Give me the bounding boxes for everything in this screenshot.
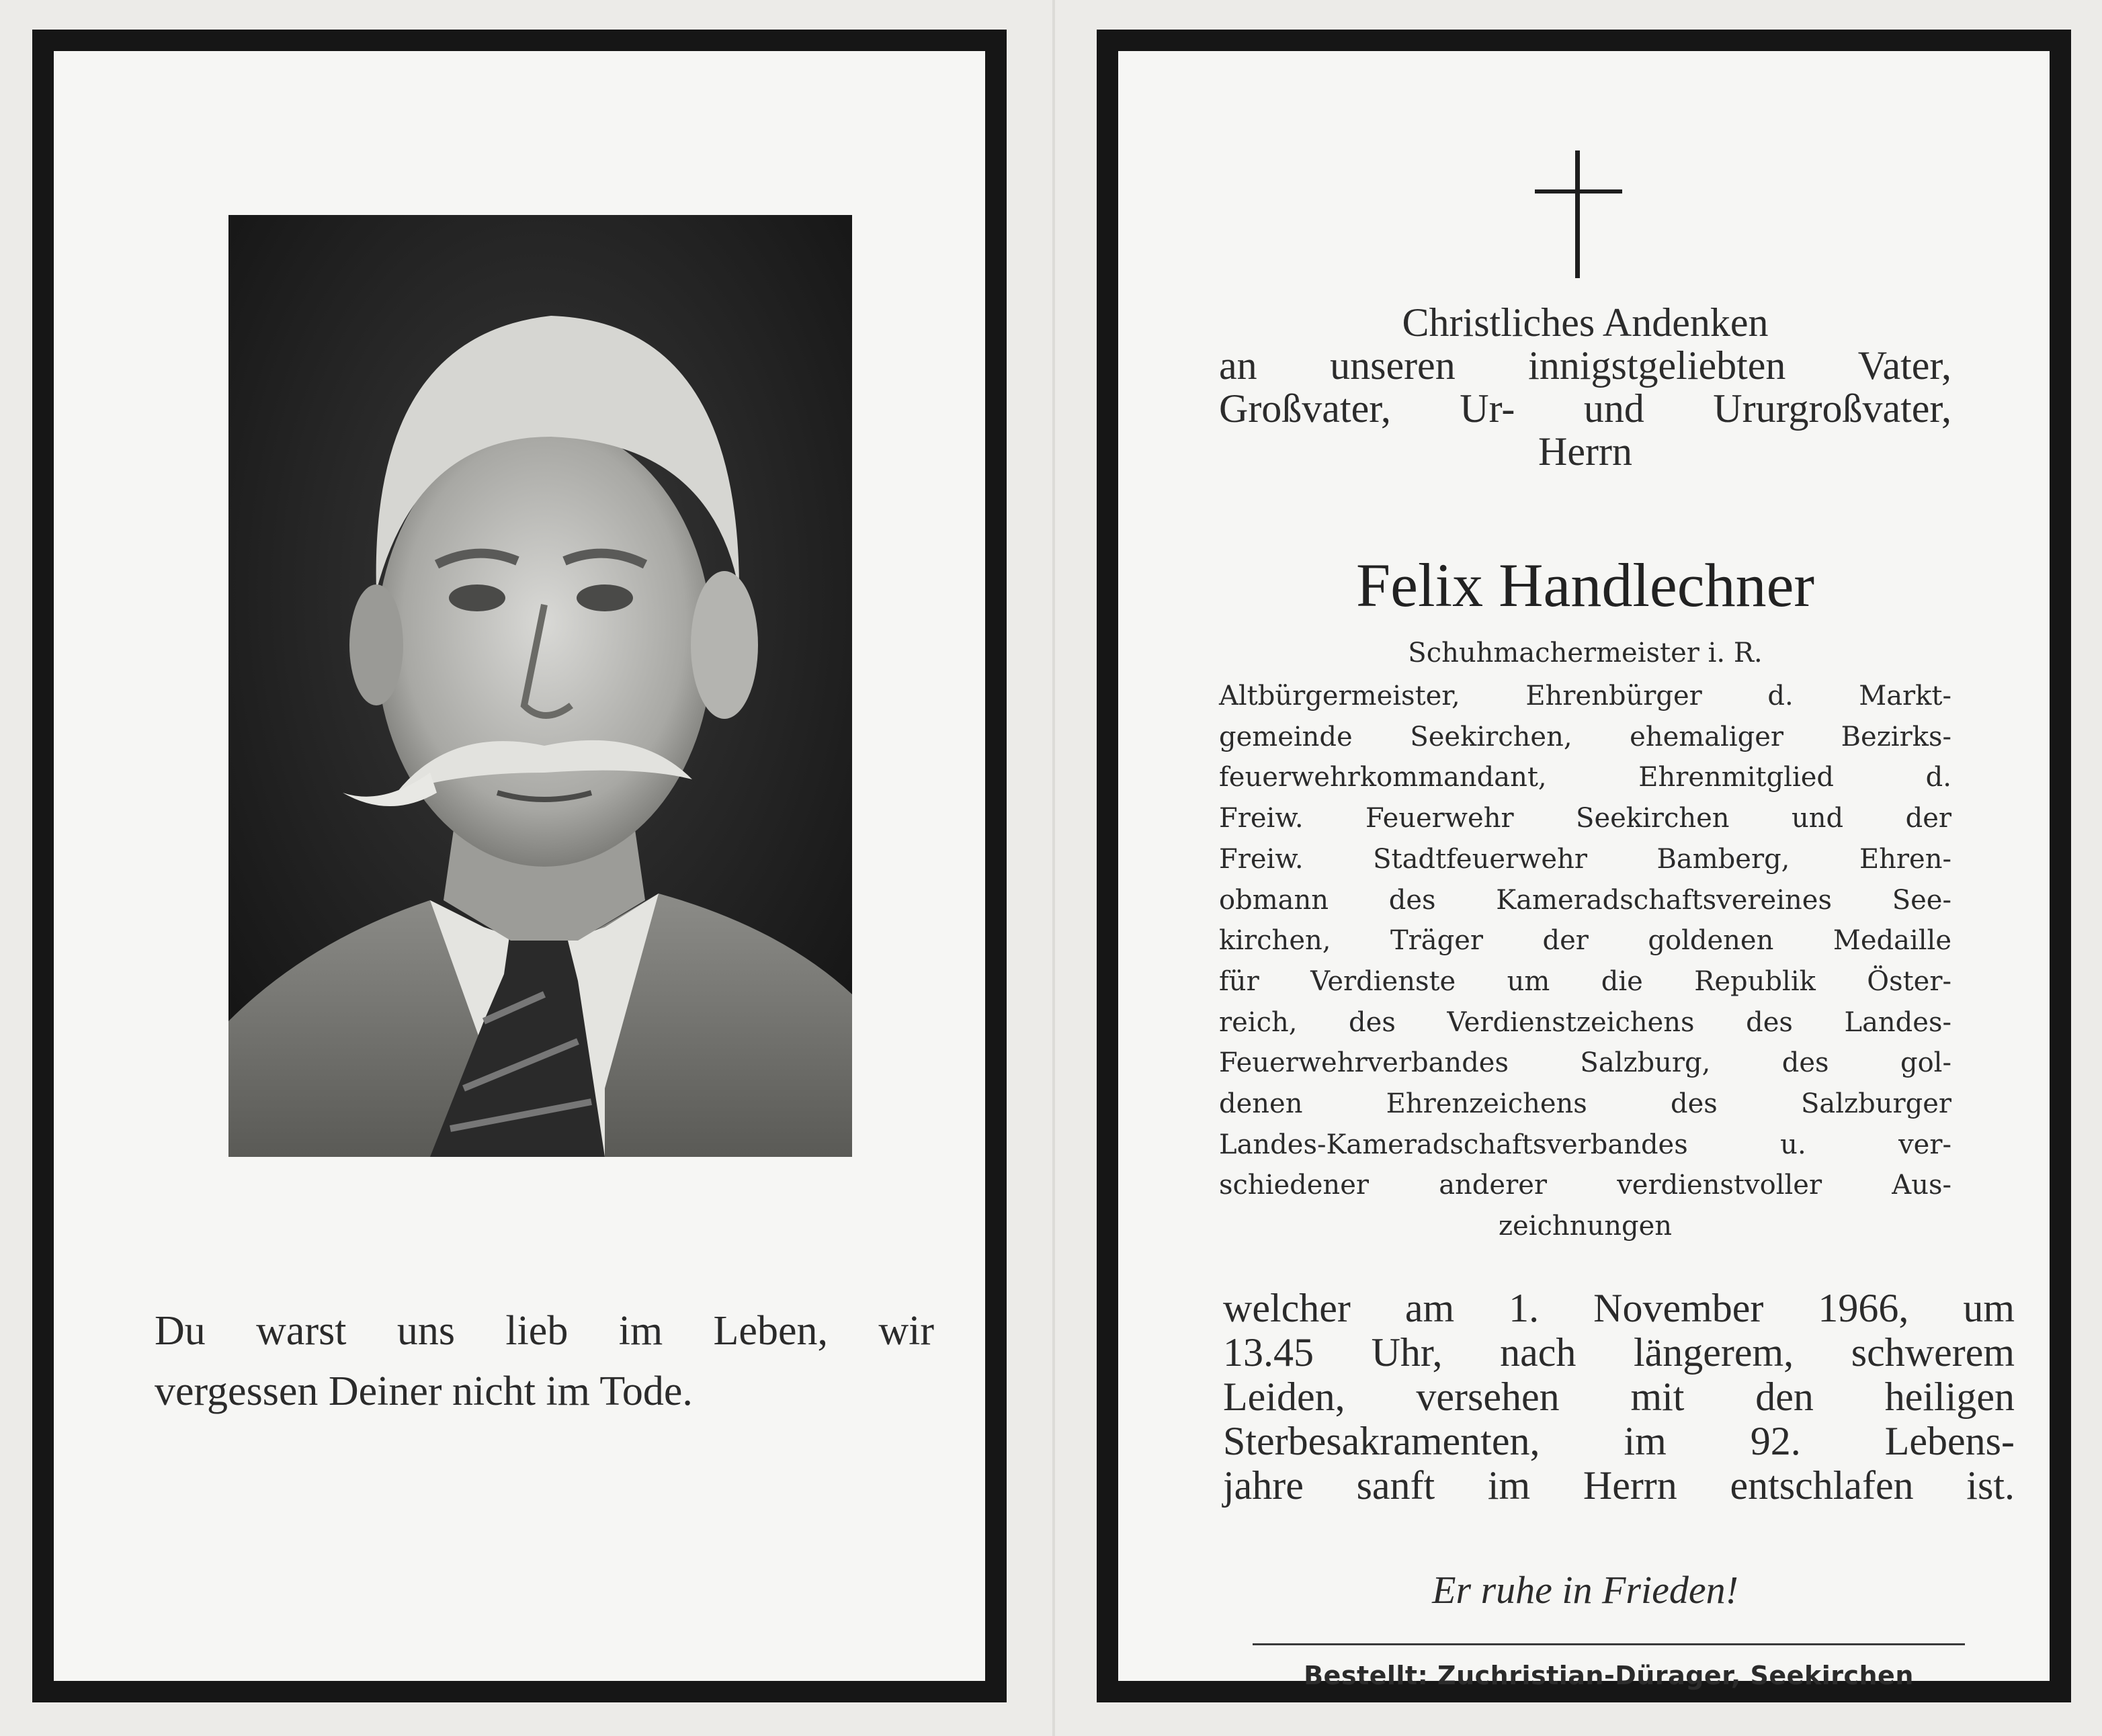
death-line: welcher am 1. November 1966, um [1223,1286,2015,1330]
honors-list [1219,676,1951,1247]
verse-line: Du warst uns lieb im Leben, wir [155,1308,934,1354]
intro-line: an unseren innigstgeliebten Vater, [1219,343,1951,388]
printer-credit: Bestellt: Zuchristian-Dürager, Seekirchen [1304,1661,1914,1690]
death-line: Leiden, versehen mit den heiligen [1223,1375,2015,1419]
divider [1253,1643,1965,1645]
honors-line: Freiw. Feuerwehr Seekirchen und der [1219,803,1951,834]
intro-line: Herrn [1538,429,1632,474]
intro-line: Großvater, Ur- und Ururgroßvater, [1219,386,1951,431]
honors-line: feuerwehrkommandant, Ehrenmitglied d. [1219,762,1951,793]
rest-in-peace: Er ruhe in Frieden! [1432,1568,1738,1612]
honors-line: reich, des Verdienstzeichens des Landes- [1219,1006,1951,1038]
honors-line: Feuerwehrverbandes Salzburg, des gol- [1219,1047,1951,1079]
deceased-name: Felix Handlechner [1355,551,1815,619]
memorial-card-front [32,30,1007,1702]
death-line: jahre sanft im Herrn entschlafen ist. [1223,1463,2015,1508]
honors-line: schiedener anderer verdienstvoller Aus- [1219,1170,1951,1201]
death-notice [1223,1286,2015,1508]
portrait-image [228,215,852,1157]
portrait-photo [228,215,852,1157]
memorial-card-text [1097,30,2071,1702]
death-line: Sterbesakramenten, im 92. Lebens- [1223,1419,2015,1463]
death-line: 13.45 Uhr, nach längerem, schwerem [1223,1330,2015,1375]
memorial-intro [1219,301,1951,473]
honors-line: für Verdienste um die Republik Öster- [1219,965,1951,997]
honors-line: Freiw. Stadtfeuerwehr Bamberg, Ehren- [1219,843,1951,875]
honors-line: Landes-Kameradschaftsverbandes u. ver- [1219,1129,1951,1160]
deceased-title: Schuhmachermeister i. R. [1408,638,1763,668]
memorial-verse [155,1301,934,1422]
honors-line: kirchen, Träger der goldenen Medaille [1219,925,1951,957]
intro-heading: Christliches Andenken [1402,300,1769,345]
card-fold [1052,0,1055,1736]
honors-line: Altbürgermeister, Ehrenbürger d. Markt- [1219,681,1951,711]
honors-line: denen Ehrenzeichens des Salzburger [1219,1088,1951,1120]
honors-line: gemeinde Seekirchen, ehemaliger Bezirks- [1219,721,1951,752]
honors-line: zeichnungen [1498,1211,1673,1242]
cross-icon [1535,150,1622,278]
verse-line: vergessen Deiner nicht im Tode. [155,1369,693,1414]
honors-line: obmann des Kameradschaftsvereines See- [1219,884,1951,916]
